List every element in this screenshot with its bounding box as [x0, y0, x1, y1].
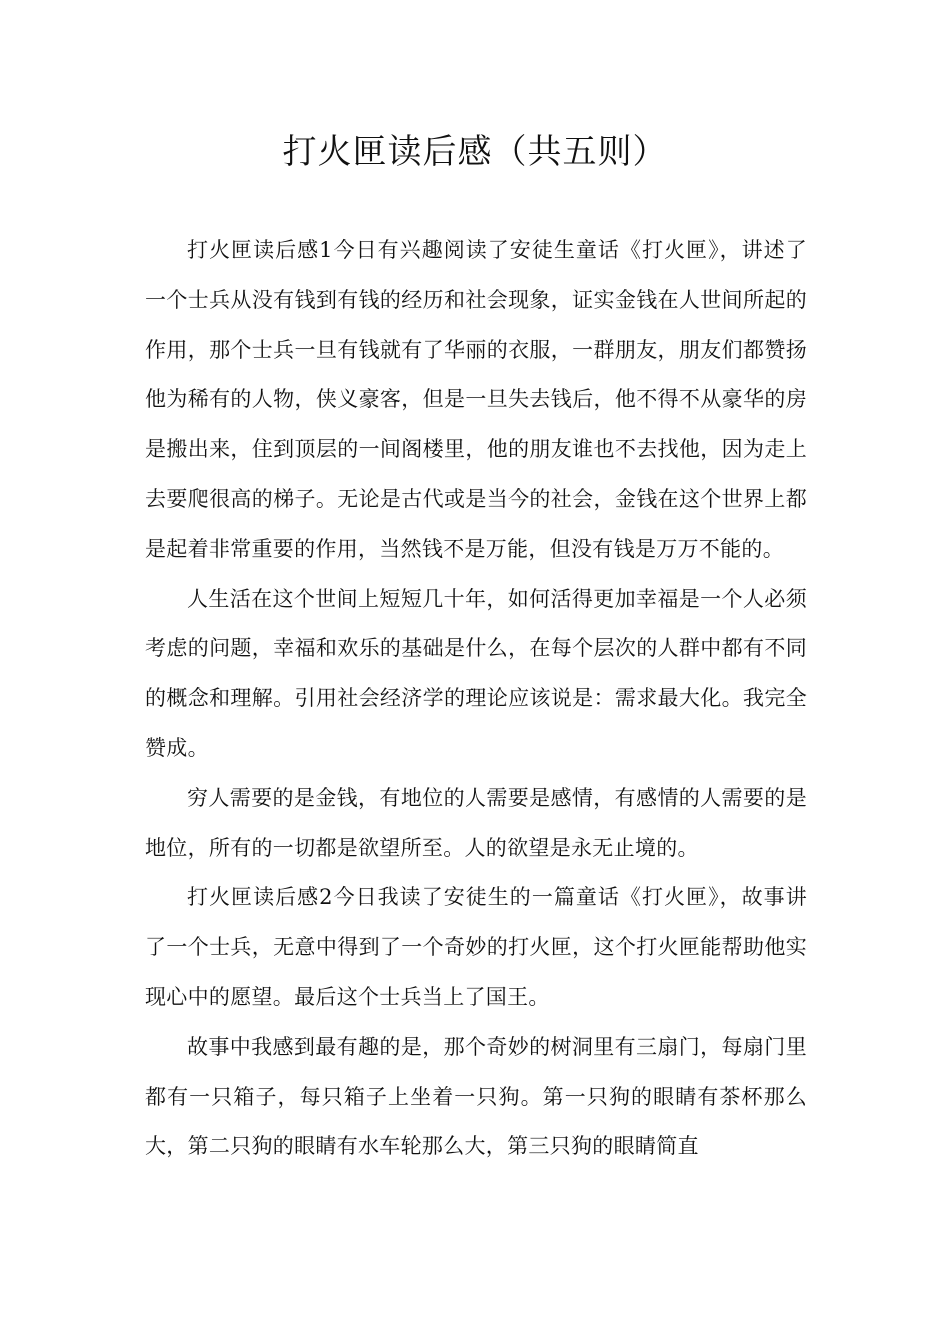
paragraph-1: 打火匣读后感1今日有兴趣阅读了安徒生童话《打火匣》，讲述了一个士兵从没有钱到有钱的经历和社会现象，证实金钱在人世间所起的作用，那个士兵一旦有钱就有了华丽的衣服，一群朋友，朋友们都赞扬他为稀有的人物，侠义豪客，但是一旦失去钱后，他不得不从豪华的房是搬出来，住到顶层的一间阁楼里，他的朋友谁也不去找他，因为走上去要爬很高的梯子。无论是古代或是当今的社会，金钱在这个世界上都是起着非常重要的作用，当然钱不是万能，但没有钱是万万不能的。: [145, 238, 807, 561]
paragraph-4: 打火匣读后感2今日我读了安徒生的一篇童话《打火匣》，故事讲了一个士兵，无意中得到了一个奇妙的打火匣，这个打火匣能帮助他实现心中的愿望。最后这个士兵当上了国王。: [145, 885, 807, 1009]
document-body: [145, 226, 807, 1172]
paragraph-2: 人生活在这个世间上短短几十年，如何活得更加幸福是一个人必须考虑的问题，幸福和欢乐的基础是什么，在每个层次的人群中都有不同的概念和理解。引用社会经济学的理论应该说是：需求最大化。我完全赞成。: [145, 586, 807, 760]
paragraph-3: 穷人需要的是金钱，有地位的人需要是感情，有感情的人需要的是地位，所有的一切都是欲望所至。人的欲望是永无止境的。: [145, 785, 807, 860]
paragraph-5: 故事中我感到最有趣的是，那个奇妙的树洞里有三扇门，每扇门里都有一只箱子，每只箱子上坐着一只狗。第一只狗的眼睛有茶杯那么大，第二只狗的眼睛有水车轮那么大，第三只狗的眼睛简直: [145, 1034, 807, 1159]
document-title: 打火匣读后感（共五则）: [282, 132, 668, 172]
